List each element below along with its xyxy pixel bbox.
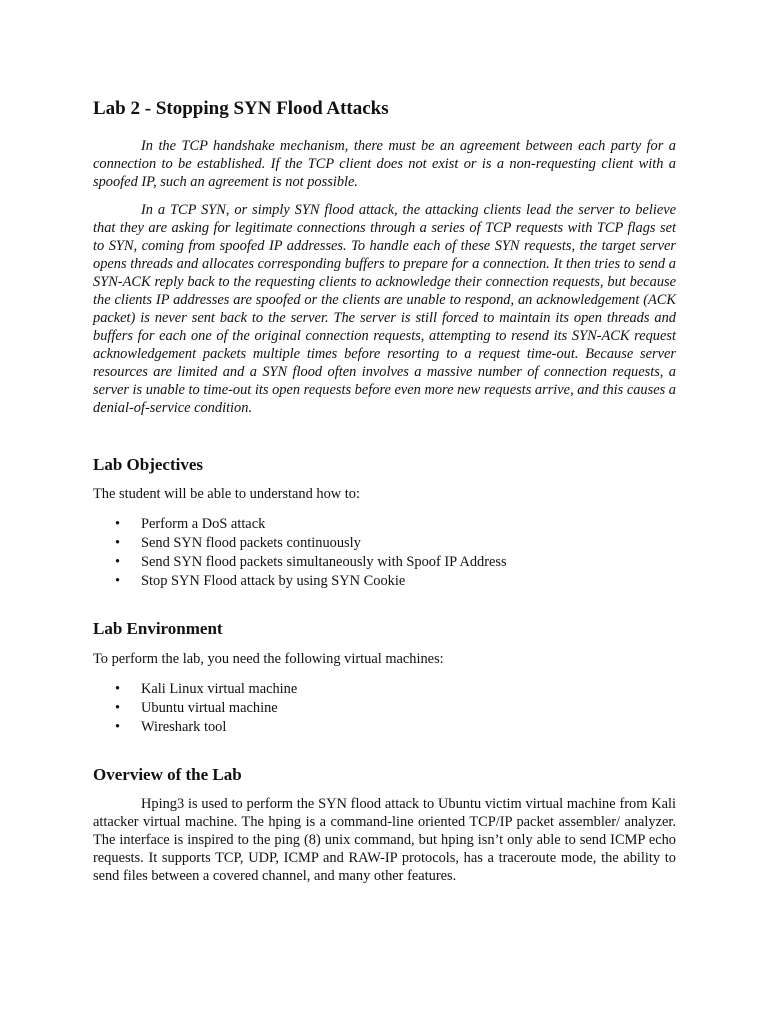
- environment-heading: Lab Environment: [93, 619, 223, 639]
- list-item: • Ubuntu virtual machine: [115, 699, 278, 716]
- objectives-section: [93, 455, 676, 591]
- bullet-icon: •: [115, 554, 121, 571]
- overview-section: [93, 765, 676, 885]
- bullet-icon: •: [115, 718, 121, 735]
- list-item: • Send SYN flood packets simultaneously with Spoof IP Address: [115, 554, 507, 571]
- list-item: • Wireshark tool: [115, 718, 227, 735]
- bullet-icon: •: [115, 680, 121, 697]
- document-page: [93, 98, 676, 885]
- bullet-icon: •: [115, 699, 121, 716]
- list-item: • Kali Linux virtual machine: [115, 680, 298, 697]
- objectives-heading: Lab Objectives: [93, 454, 204, 474]
- list-item: • Perform a DoS attack: [115, 516, 266, 533]
- environment-list: [93, 680, 676, 737]
- objectives-lead: The student will be able to understand how to:: [93, 486, 360, 503]
- intro-paragraph-2: In a TCP SYN, or simply SYN flood attack, the attacking clients lead the server to believe that they are asking for legitimate connections through a series of TCP requests with TCP flags set to SYN, coming from spoofed IP addresses. To handle each of these SYN requests, the target server opens threads and allocates corresponding buffers to prepare for a connection. It then tries to send a SYN-ACK reply back to the requesting clients to acknowledge their connection requests, but because the clients IP addresses are spoofed or the clients are unable to respond, an acknowledgement (ACK packet) is never sent back to the server. The server is still forced to maintain its open threads and buffers for each one of the original connection requests, attempting to resend its SYN-ACK request acknowledgement packets multiple times before resorting to a request time-out. Because server resources are limited and a SYN flood often involves a massive number of connection requests, a server is unable to time-out its open requests before even more new requests arrive, and this causes a denial-of-service condition.: [93, 201, 676, 416]
- list-item: • Send SYN flood packets continuously: [115, 535, 361, 552]
- overview-heading: Overview of the Lab: [93, 764, 242, 784]
- environment-section: [93, 619, 676, 736]
- bullet-icon: •: [115, 535, 121, 552]
- bullet-icon: •: [115, 516, 121, 533]
- environment-lead: To perform the lab, you need the following virtual machines:: [93, 650, 444, 667]
- page-title: Lab 2 - Stopping SYN Flood Attacks: [93, 98, 389, 119]
- intro-paragraph-1: In the TCP handshake mechanism, there must be an agreement between each party for a connection to be established. If the TCP client does not exist or is a non-requesting client with a spoofed IP, such an agreement is not possible.: [93, 137, 676, 190]
- list-item: • Stop SYN Flood attack by using SYN Cookie: [115, 573, 406, 590]
- bullet-icon: •: [115, 573, 121, 590]
- objectives-list: [93, 515, 676, 591]
- overview-paragraph: Hping3 is used to perform the SYN flood attack to Ubuntu victim virtual machine from Kali attacker virtual machine. The hping is a command-line oriented TCP/IP packet assembler/ analyzer. The interface is inspired to the ping (8) unix command, but hping isn’t only able to send ICMP echo requests. It supports TCP, UDP, ICMP and RAW-IP protocols, has a traceroute mode, the ability to send files between a covered channel, and many other features.: [93, 795, 676, 884]
